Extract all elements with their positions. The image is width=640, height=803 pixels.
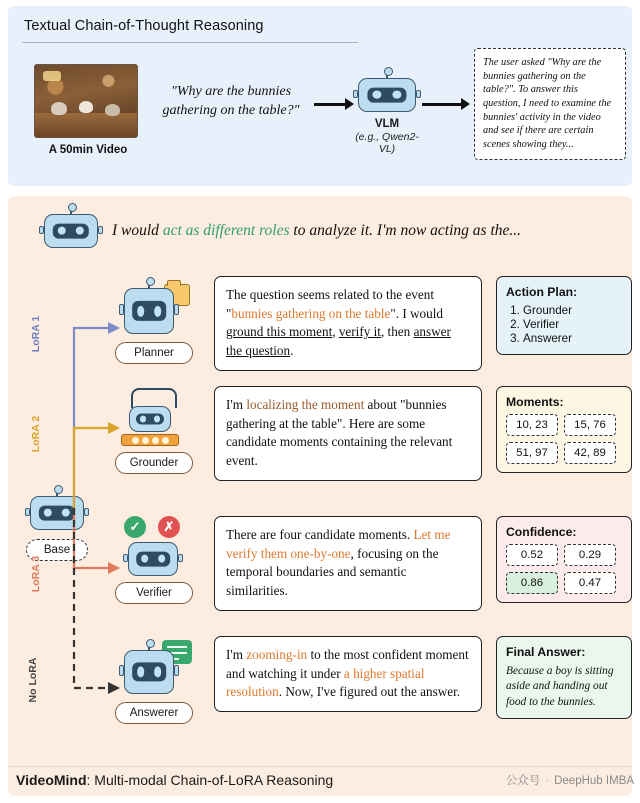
- robot-icon: [128, 542, 178, 576]
- action-plan-list: [506, 304, 622, 345]
- thumb-bunny: [79, 101, 93, 113]
- bubble-text-highlight: a higher spatial resolution: [226, 665, 425, 700]
- agent-label-grounder: Grounder: [115, 452, 193, 474]
- vlm-reasoning-output: The user asked "Why are the bunnies gathering on the table?". To answer this question, I need to examine the bunnies' activity in the video and see if there are certain scenes showing they...: [474, 48, 626, 160]
- agent-label-planner: Planner: [115, 342, 193, 364]
- action-plan-card: [496, 276, 632, 355]
- speech-bubble-planner: [214, 276, 482, 371]
- arrow-vlm-to-output: [422, 98, 470, 110]
- banner-highlight: act as different roles: [162, 222, 290, 239]
- watermark-left: 公众号: [505, 775, 541, 787]
- user-question: "Why are the bunnies gathering on the table?": [162, 84, 300, 118]
- moment-chip: 10, 23: [506, 414, 558, 436]
- role-banner: [30, 210, 620, 254]
- vlm-label: VLM: [374, 118, 400, 130]
- final-answer-card: [496, 636, 632, 719]
- panel-title: Textual Chain-of-Thought Reasoning: [24, 18, 264, 34]
- bubble-text-underline: answer the question: [226, 324, 451, 359]
- confidence-chip: 0.29: [564, 544, 616, 566]
- card-header: Moments:: [506, 395, 564, 409]
- bubble-text-highlight: localizing the moment: [246, 397, 365, 412]
- confidence-chip: 0.47: [564, 572, 616, 594]
- bubble-text: ". I would: [390, 305, 443, 321]
- check-icon: ✓: [124, 516, 146, 538]
- banner-post: to analyze it. I'm now acting as the...: [289, 222, 522, 239]
- video-thumbnail: [34, 64, 138, 138]
- robot-icon: [44, 214, 98, 248]
- confidence-chip-grid: [506, 544, 622, 594]
- bubble-text: to the most confident moment and watching it under: [226, 647, 469, 681]
- bubble-text-highlight: Let me verify them one-by-one: [226, 527, 451, 561]
- role-banner-text: [112, 214, 612, 248]
- bubble-text-underline: ground this moment: [226, 324, 333, 340]
- moments-chip-grid: [506, 414, 622, 464]
- moments-card: [496, 386, 632, 473]
- robot-icon: [124, 650, 174, 694]
- bubble-text: The question seems related to the event ": [226, 287, 434, 321]
- agent-label-verifier: Verifier: [115, 582, 193, 604]
- agent-label-answerer: Answerer: [115, 702, 193, 724]
- list-item: 2. Verifier: [523, 318, 622, 331]
- bubble-text: I'm: [226, 397, 247, 412]
- role-row-grounder: [92, 386, 632, 486]
- thumb-table: [35, 113, 137, 137]
- confidence-card: [496, 516, 632, 603]
- tray-icon: [121, 434, 179, 446]
- agent-planner: [106, 276, 202, 364]
- claw-icon: [131, 388, 177, 408]
- bubble-text: about "bunnies gathering at the table". Here are some candidate moments containing the relevant event.: [226, 397, 453, 469]
- agent-answerer: [106, 636, 202, 724]
- bubble-text: There are four candidate moments.: [226, 527, 414, 542]
- card-header: Action Plan:: [506, 285, 578, 299]
- bubble-text: , then: [380, 324, 414, 340]
- list-item: 3. Answerer: [523, 332, 622, 345]
- cross-icon: ✗: [158, 516, 180, 538]
- bubble-text: ,: [332, 324, 339, 340]
- confidence-chip-selected: 0.86: [506, 572, 558, 594]
- vlm-node: [352, 78, 422, 155]
- thumb-bunny: [51, 102, 67, 115]
- lora-tag-3: LoRA 3: [30, 555, 42, 593]
- speech-bubble-answerer: [214, 636, 482, 712]
- robot-icon: [124, 288, 174, 334]
- robot-icon: [129, 406, 171, 432]
- lora-tag-4: No LoRA: [27, 657, 39, 703]
- vlm-sublabel: (e.g., Qwen2-VL): [355, 131, 419, 155]
- textual-cot-panel: [8, 6, 632, 186]
- robot-icon: [358, 78, 416, 112]
- card-header: Confidence:: [506, 525, 577, 539]
- final-answer-text: Because a boy is sitting aside and handing out food to the bunnies.: [506, 665, 614, 708]
- title-divider: [22, 42, 358, 43]
- moment-chip: 42, 89: [564, 442, 616, 464]
- chain-of-lora-panel: [8, 196, 632, 796]
- thumb-bunny: [105, 104, 120, 116]
- brand-tagline: : Multi-modal Chain-of-LoRA Reasoning: [86, 772, 334, 788]
- base-label: Base: [26, 539, 88, 561]
- video-caption: A 50min Video: [48, 144, 128, 156]
- moment-chip: 15, 76: [564, 414, 616, 436]
- agent-verifier: [106, 516, 202, 604]
- list-item: 1. Grounder: [523, 304, 622, 317]
- bubble-text-highlight: bunnies gathering on the table: [231, 305, 391, 321]
- lora-tag-1: LoRA 1: [30, 315, 42, 353]
- speech-bubble-grounder: [214, 386, 482, 481]
- arrow-question-to-vlm: [314, 98, 354, 110]
- bubble-text-underline: verify it: [338, 324, 381, 340]
- brand-name: VideoMind: [16, 772, 87, 788]
- card-header: Final Answer:: [506, 645, 586, 659]
- thumb-lamp: [43, 71, 61, 81]
- watermark-separator: ·: [545, 775, 550, 787]
- footer-title: [16, 772, 333, 788]
- role-row-answerer: [92, 636, 632, 736]
- bubble-text: I'm: [226, 647, 247, 662]
- bubble-text: , focusing on the temporal boundaries and semantic similarities.: [226, 545, 439, 599]
- moment-chip: 51, 97: [506, 442, 558, 464]
- agent-grounder: [106, 386, 202, 474]
- banner-pre: I would: [112, 222, 163, 239]
- footer-divider: [8, 766, 632, 767]
- bubble-text: . Now, I've figured out the answer.: [278, 684, 461, 700]
- role-row-planner: [92, 276, 632, 376]
- confidence-chip: 0.52: [506, 544, 558, 566]
- speech-bubble-verifier: [214, 516, 482, 611]
- lora-tag-2: LoRA 2: [30, 415, 42, 453]
- bubble-text: .: [290, 343, 294, 359]
- role-row-verifier: [92, 516, 632, 616]
- bubble-text-highlight: zooming-in: [246, 647, 308, 662]
- watermark-right: DeepHub IMBA: [554, 775, 634, 787]
- watermark: [506, 772, 634, 788]
